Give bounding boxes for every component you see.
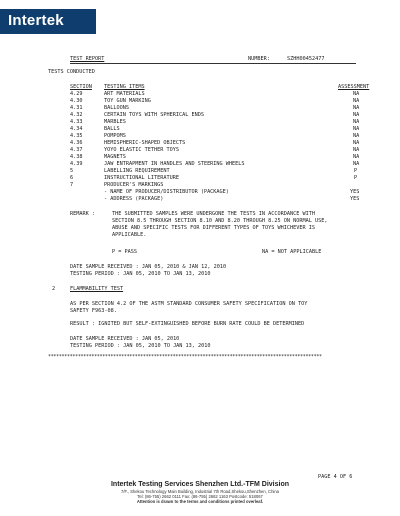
remark-label: REMARK :	[70, 211, 95, 217]
table-row: 7 PRODUCER'S MARKINGS	[70, 182, 164, 188]
footer-company: Intertek Testing Services Shenzhen Ltd.-TFM Division	[110, 481, 289, 488]
page-number: PAGE 4 OF 6	[318, 474, 353, 480]
flammability-heading: FLAMMABILITY TEST	[70, 286, 124, 292]
table-row: - ADDRESS (PACKAGE) YES	[104, 196, 360, 202]
table-row: 4.29 ART MATERIALS NA	[70, 91, 360, 97]
table-row: 4.38 MAGNETS NA	[70, 154, 360, 160]
table-row: 4.33 MARBLES NA	[70, 119, 360, 125]
report-number: SZHH00452477	[287, 56, 325, 62]
table-row: 4.31 BALLOONS NA	[70, 105, 360, 111]
table-row: 4.34 BALLS NA	[70, 126, 360, 132]
col-section: SECTION	[70, 84, 92, 90]
logo-text: Intertek	[8, 12, 64, 29]
flammability-text: AS PER SECTION 4.2 OF THE ASTM STANDARD CONSUMER SAFETY SPECIFICATION ON TOY	[70, 301, 308, 307]
table-header	[70, 84, 370, 90]
col-testing-items: TESTING ITEMS	[104, 84, 145, 90]
table-row: 4.36 HEMISPHERIC-SHAPED OBJECTS NA	[70, 140, 360, 146]
remark-line: SECTION 8.5 THROUGH SECTION 8.10 AND 8.20 THROUGH 8.25 ON NORMAL USE,	[112, 218, 328, 224]
table-row: 4.30 TOY GUN MARKING NA	[70, 98, 360, 104]
footer-address: 7/F., Shekou Technology Main Building, Industrial 7th Road,Shekou,Shenzhen, China	[121, 489, 279, 494]
star-separator: *****************************************************************************************************	[48, 354, 322, 360]
tests-conducted-heading: TESTS CONDUCTED	[48, 69, 95, 75]
testing-period: TESTING PERIOD : JAN 05, 2010 TO JAN 13, 2010	[70, 271, 211, 277]
footer-contact: Tel: (86-755) 2662 0111 Fax: (86-755) 2662 1163 Postcode: 518067	[137, 494, 263, 499]
footer-note: Attention is drawn to the terms and conditions printed overleaf.	[136, 499, 264, 504]
remark-line: ABUSE AND SPECIFIC TESTS FOR DIFFERENT TYPES OF TOYS WHICHEVER IS	[112, 225, 316, 231]
table-row: 6 INSTRUCTIONAL LITERATURE P	[70, 175, 358, 181]
doc-type: TEST REPORT	[70, 56, 105, 62]
report-number-label: NUMBER:	[248, 56, 270, 62]
testing-period-2: TESTING PERIOD : JAN 05, 2010 TO JAN 13, 2010	[70, 343, 211, 349]
intertek-logo	[0, 9, 96, 34]
flammability-result: RESULT : IGNITED BUT SELF-EXTINGUISHED BEFORE BURN RATE COULD BE DETERMINED	[70, 321, 305, 327]
remark-line: THE SUBMITTED SAMPLES WERE UNDERGONE THE TESTS IN ACCORDANCE WITH	[112, 211, 316, 217]
legend-na: NA = NOT APPLICABLE	[262, 249, 322, 255]
table-row: 4.35 POMPOMS NA	[70, 133, 360, 139]
legend-pass: P = PASS	[112, 249, 137, 255]
section-number: 2	[52, 286, 56, 292]
date-received: DATE SAMPLE RECEIVED : JAN 05, 2010 & JAN 12, 2010	[70, 264, 227, 270]
table-row: 4.37 YOYO ELASTIC TETHER TOYS NA	[70, 147, 360, 153]
date-received-2: DATE SAMPLE RECEIVED : JAN 05, 2010	[70, 336, 180, 342]
header-rule	[70, 63, 356, 64]
table-row: 4.39 JAW ENTRAPMENT IN HANDLES AND STEERING WHEELS NA	[70, 161, 360, 167]
table-row: 4.32 CERTAIN TOYS WITH SPHERICAL ENDS NA	[70, 112, 360, 118]
col-assessment: ASSESSMENT	[338, 84, 370, 90]
flammability-text: SAFETY F963-08.	[70, 308, 117, 314]
remark-line: APPLICABLE.	[112, 232, 147, 238]
table-row: 5 LABELLING REQUIREMENT P	[70, 168, 358, 174]
table-row: - NAME OF PRODUCER/DISTRIBUTOR (PACKAGE) YES	[104, 189, 360, 195]
